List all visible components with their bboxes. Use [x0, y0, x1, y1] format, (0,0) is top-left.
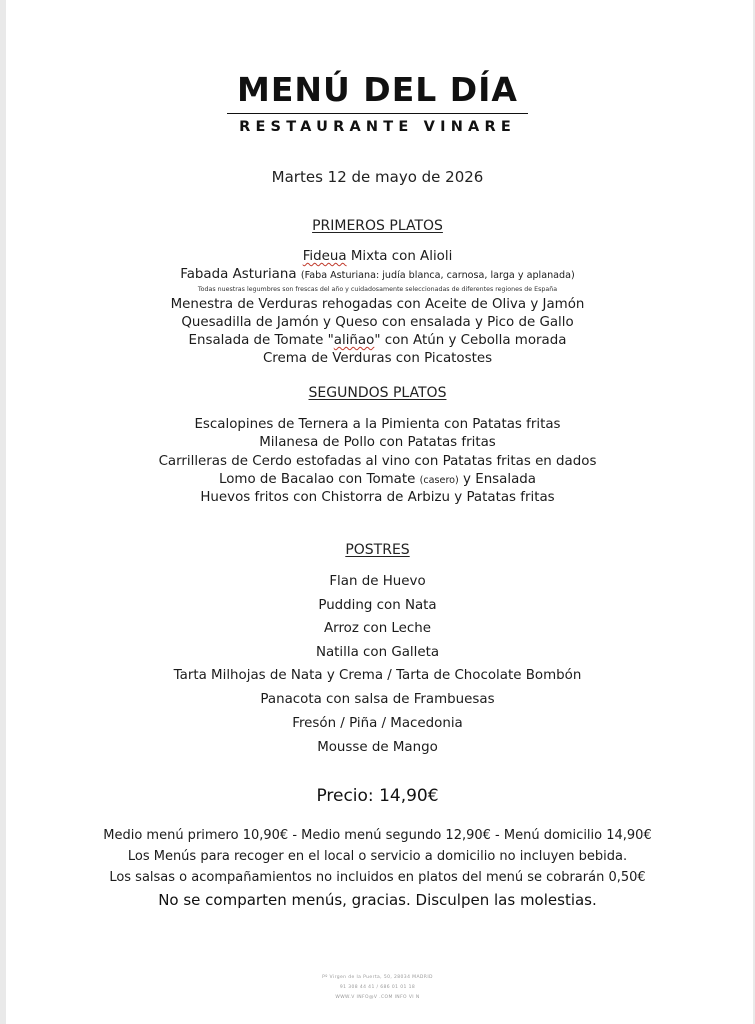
- sauces-note: Los salsas o acompañamientos no incluidos en platos del menú se cobrarán 0,50€: [109, 870, 646, 885]
- footer-address: Pº Virgen de la Puerta, 50, 28034 MADRID: [322, 975, 433, 980]
- section-heading-primeros: PRIMEROS PLATOS: [312, 218, 443, 234]
- dessert-item: Fresón / Piña / Macedonia: [292, 716, 463, 731]
- menu-item: Ensalada de Tomate "aliñao" con Atún y Cebolla morada: [188, 333, 567, 348]
- menu-item: Menestra de Verduras rehogadas con Aceite de Oliva y Jamón: [170, 297, 585, 312]
- title-divider: [227, 113, 528, 114]
- menu-item: Lomo de Bacalao con Tomate (casero) y Ensalada: [219, 472, 536, 487]
- menu-item: Fideua Mixta con Alioli: [302, 249, 453, 264]
- dessert-item: Pudding con Nata: [318, 598, 437, 613]
- dessert-item: Panacota con salsa de Frambuesas: [260, 692, 495, 707]
- footer-phones: 91 308 44 41 / 686 01 01 18: [339, 985, 416, 990]
- menu-item: Milanesa de Pollo con Patatas fritas: [259, 435, 496, 450]
- dessert-item: Tarta Milhojas de Nata y Crema / Tarta de Chocolate Bombón: [173, 668, 582, 683]
- sharing-note: No se comparten menús, gracias. Disculpen las molestias.: [158, 891, 597, 909]
- menu-item: Crema de Verduras con Picatostes: [262, 351, 493, 366]
- menu-price: Precio: 14,90€: [316, 786, 439, 806]
- section-heading-postres: POSTRES: [345, 542, 410, 558]
- dessert-item: Mousse de Mango: [317, 740, 438, 755]
- menu-date: Martes 12 de mayo de 2026: [271, 168, 484, 186]
- menu-title: MENÚ DEL DÍA: [237, 70, 518, 109]
- dessert-item: Natilla con Galleta: [315, 645, 440, 660]
- half-menu-prices: Medio menú primero 10,90€ - Medio menú segundo 12,90€ - Menú domicilio 14,90€: [103, 828, 652, 843]
- dessert-item: Flan de Huevo: [329, 574, 426, 589]
- section-heading-segundos: SEGUNDOS PLATOS: [308, 385, 447, 401]
- menu-item: Huevos fritos con Chistorra de Arbizu y Patatas fritas: [200, 490, 555, 505]
- legumes-note: Todas nuestras legumbres son frescas del año y cuidadosamente seleccionadas de diferentes regiones de España: [197, 286, 558, 293]
- menu-item: Fabada Asturiana (Faba Asturiana: judía blanca, carnosa, larga y aplanada): [180, 267, 575, 282]
- drinks-note: Los Menús para recoger en el local o servicio a domicilio no incluyen bebida.: [127, 849, 628, 864]
- restaurant-name: RESTAURANTE VINARE: [239, 119, 516, 135]
- menu-item: Escalopines de Ternera a la Pimienta con Patatas fritas: [194, 417, 561, 432]
- menu-item: Quesadilla de Jamón y Queso con ensalada y Pico de Gallo: [181, 315, 574, 330]
- menu-item: Carrilleras de Cerdo estofadas al vino con Patatas fritas en dados: [158, 454, 597, 469]
- dessert-item: Arroz con Leche: [324, 621, 431, 636]
- footer-links: WWW.V INFO@V .COM INFO VI N: [335, 995, 420, 1000]
